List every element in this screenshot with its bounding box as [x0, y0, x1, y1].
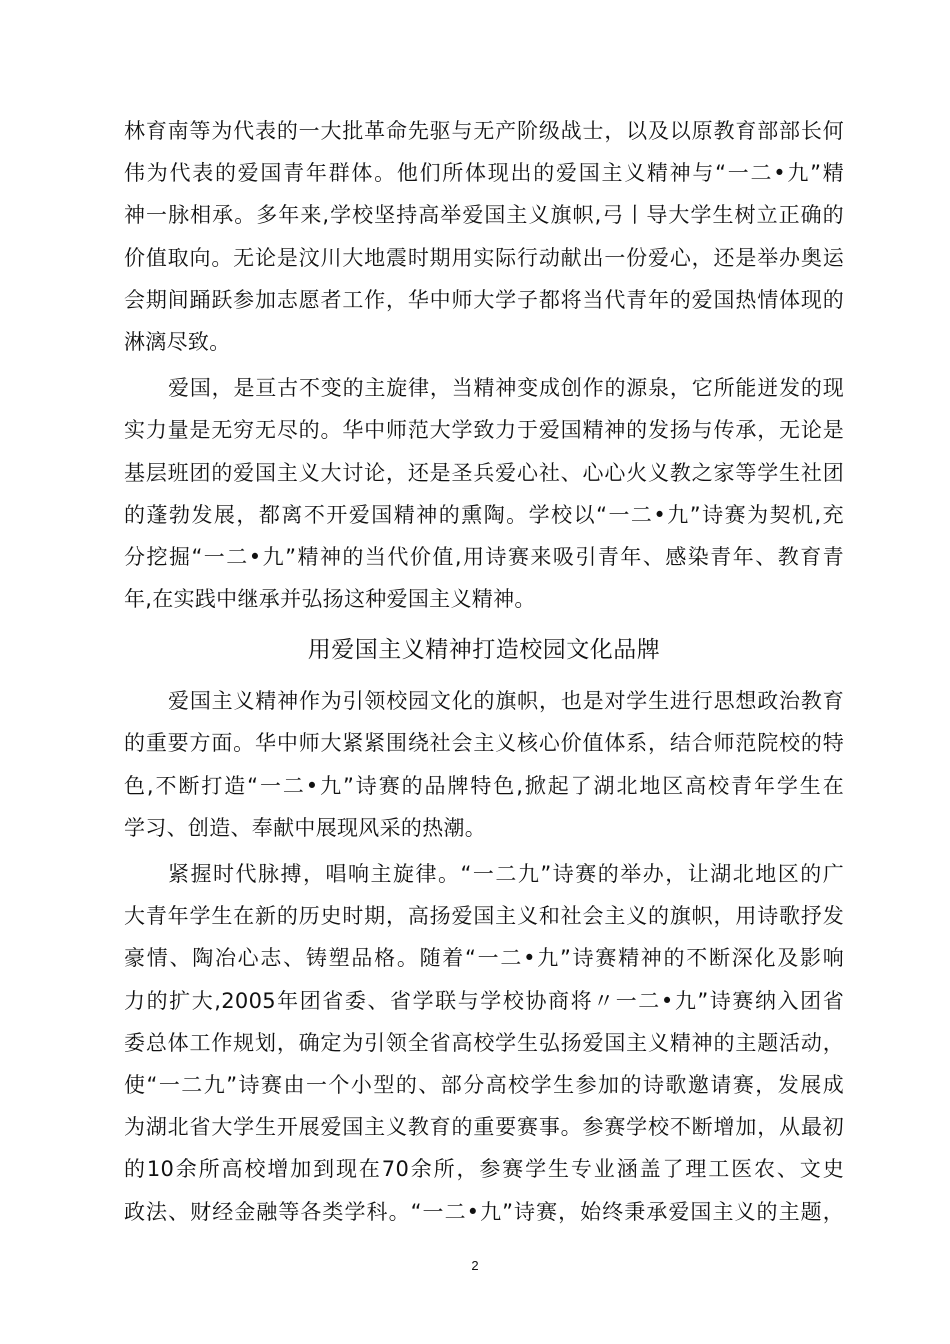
text-line: 伟为代表的爱国青年群体。他们所体现出的爱国主义精神与“一二•九”精	[124, 161, 844, 186]
text-line: 年,在实践中继承并弘扬这种爱国主义精神。	[124, 587, 536, 612]
section-heading: 用爱国主义精神打造校园文化品牌	[307, 637, 661, 664]
text-line: 神一脉相承。多年来,学校坚持高举爱国主义旗帜,弓丨导大学生树立正确的	[124, 203, 844, 228]
text-line: 基层班团的爱国主义大讨论，还是圣兵爱心社、心心火义教之家等学生社团	[124, 460, 844, 485]
paragraph	[124, 853, 844, 1233]
text-line: 的10余所高校增加到现在70余所，参赛学生专业涵盖了理工医农、文史	[124, 1157, 844, 1182]
page-number: 2	[471, 1258, 479, 1273]
text-line: 的蓬勃发展，都离不开爱国精神的熏陶。学校以“一二•九”诗赛为契机,充	[124, 502, 844, 527]
text-line: 为湖北省大学生开展爱国主义教育的重要赛事。参赛学校不断增加，从最初	[124, 1115, 844, 1140]
text-line: 爱国主义精神作为引领校园文化的旗帜，也是对学生进行思想政治教育	[168, 689, 844, 714]
text-line: 色,不断打造“一二•九”诗赛的品牌特色,掀起了湖北地区高校青年学生在	[124, 773, 844, 798]
text-line: 学习、创造、奉献中展现风采的热潮。	[124, 815, 487, 840]
text-line: 力的扩大,2005年团省委、省学联与学校协商将〃一二•九”诗赛纳入团省	[124, 988, 844, 1013]
text-line: 林育南等为代表的一大批革命先驱与无产阶级战士，以及以原教育部部长何	[124, 119, 844, 143]
page-body	[124, 110, 844, 1233]
text-line: 会期间踊跃参加志愿者工作，华中师大学子都将当代青年的爱国热情体现的	[124, 287, 844, 312]
paragraph	[124, 110, 844, 363]
text-line: 的重要方面。华中师大紧紧围绕社会主义核心价值体系，结合师范院校的特	[124, 731, 844, 756]
text-line: 豪情、陶冶心志、铸塑品格。随着“一二•九”诗赛精神的不断深化及影响	[124, 946, 844, 971]
paragraph	[124, 680, 844, 849]
text-line: 淋漓尽致。	[124, 329, 231, 354]
text-line: 价值取向。无论是汶川大地震时期用实际行动献出一份爱心，还是举办奥运	[124, 245, 844, 270]
text-line: 分挖掘“一二•九”精神的当代价值,用诗赛来吸引青年、感染青年、教育青	[124, 544, 844, 569]
text-line: 实力量是无穷无尽的。华中师范大学致力于爱国精神的发扬与传承，无论是	[124, 418, 844, 443]
text-line: 委总体工作规划，确定为引领全省高校学生弘扬爱国主义精神的主题活动，	[124, 1030, 844, 1055]
text-line: 使“一二九”诗赛由一个小型的、部分高校学生参加的诗歌邀请赛，发展成	[124, 1072, 844, 1097]
text-line: 大青年学生在新的历史时期，高扬爱国主义和社会主义的旗帜，用诗歌抒发	[124, 904, 844, 929]
paragraph	[124, 367, 844, 620]
text-line: 政法、财经金融等各类学科。“一二•九”诗赛，始终秉承爱国主义的主题，	[124, 1199, 844, 1224]
text-line: 爱国，是亘古不变的主旋律，当精神变成创作的源泉，它所能迸发的现	[168, 376, 844, 401]
text-line: 紧握时代脉搏，唱响主旋律。“一二九”诗赛的举办，让湖北地区的广	[168, 862, 844, 886]
